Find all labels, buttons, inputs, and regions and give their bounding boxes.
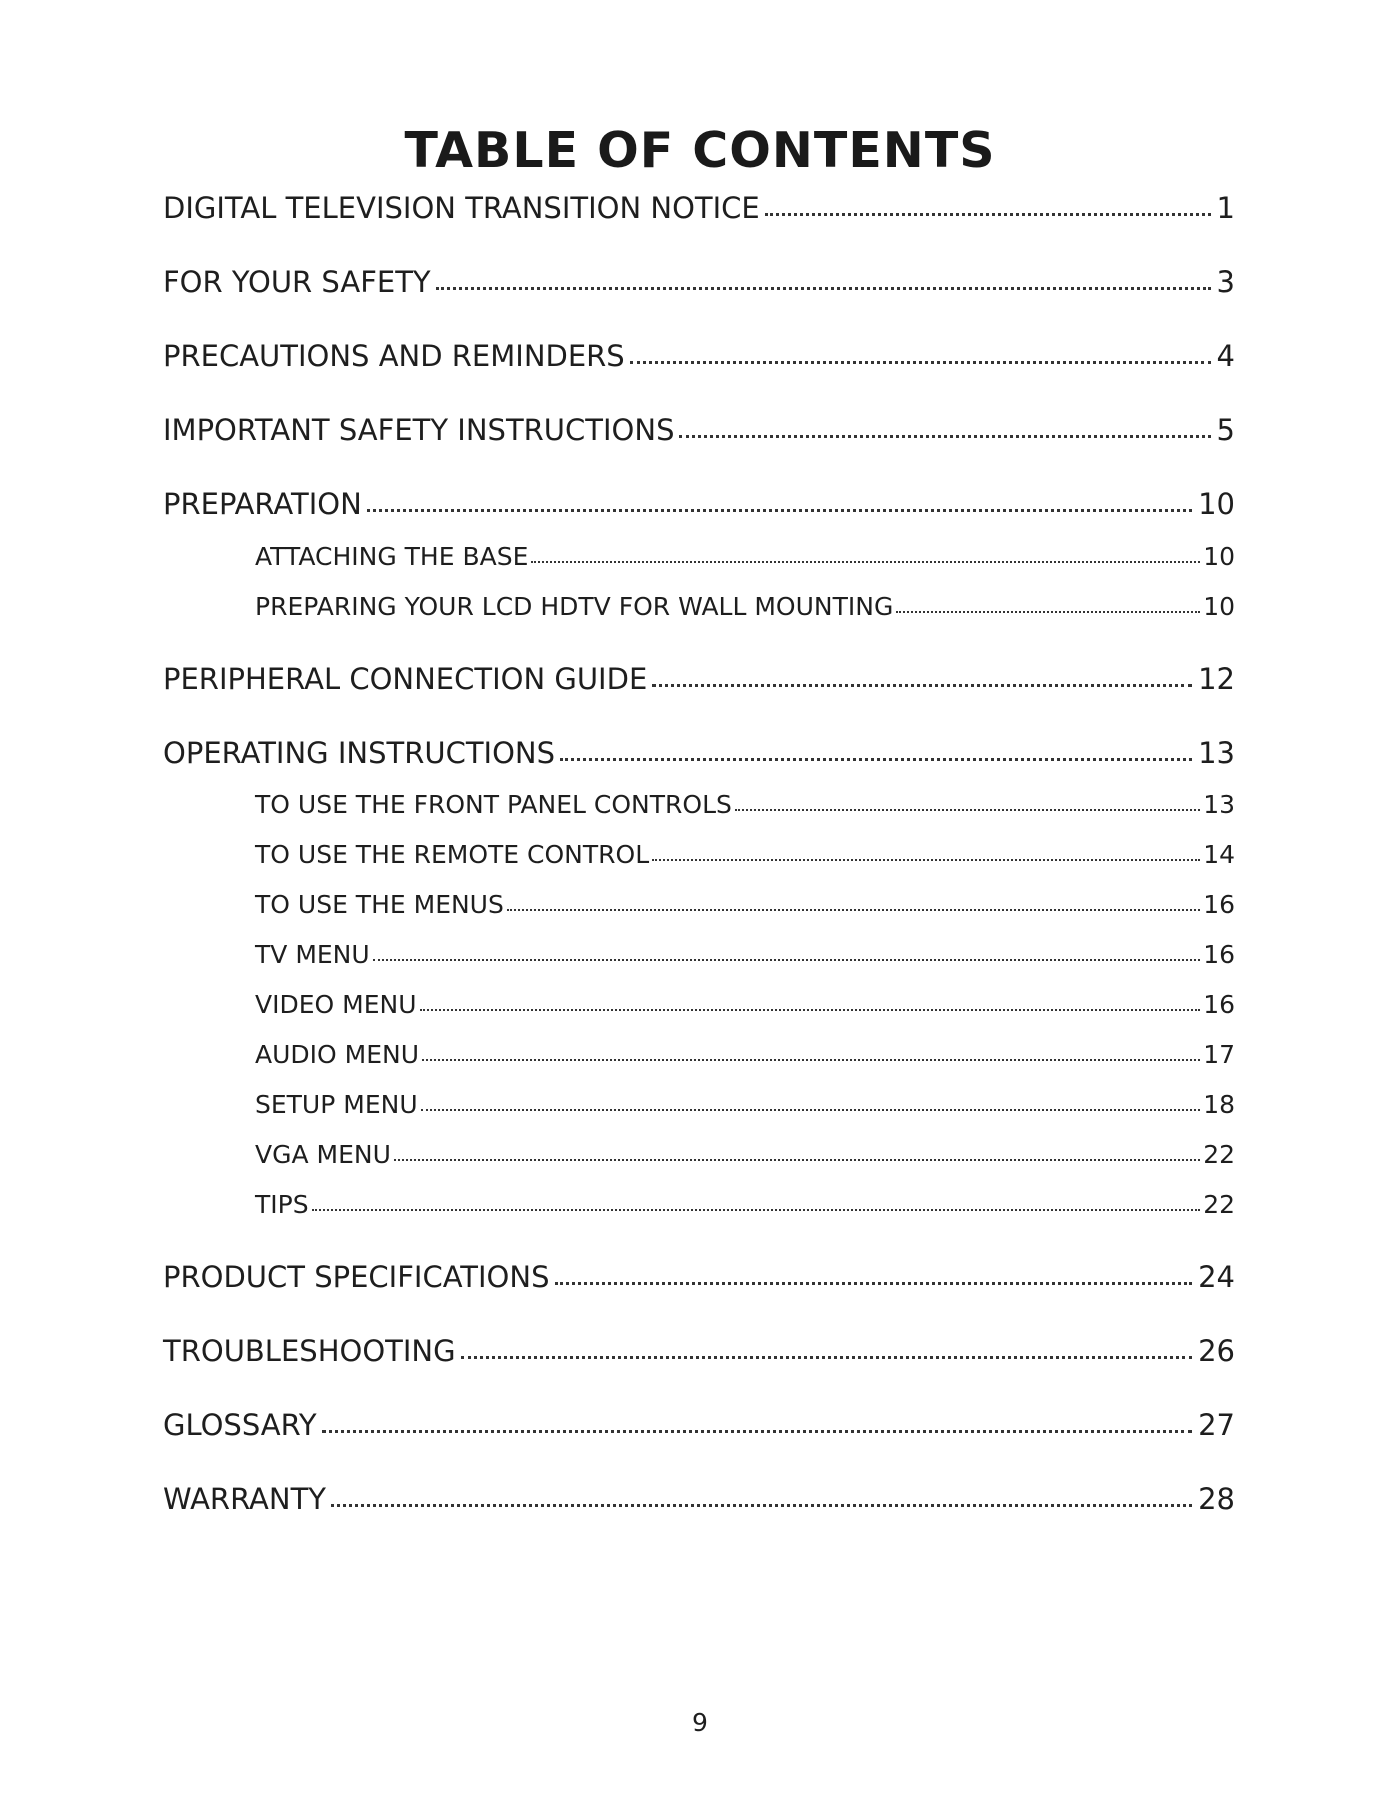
toc-entry-label: IMPORTANT SAFETY INSTRUCTIONS — [163, 413, 675, 447]
toc-entry-page: 17 — [1203, 1040, 1235, 1069]
toc-entry-page: 27 — [1198, 1408, 1235, 1442]
toc-entry-label: TO USE THE FRONT PANEL CONTROLS — [255, 790, 732, 819]
toc-entry-label: PREPARATION — [163, 487, 362, 521]
toc-entry-page: 13 — [1203, 790, 1235, 819]
toc-entry-label: PERIPHERAL CONNECTION GUIDE — [163, 662, 648, 696]
toc-entry-label: FOR YOUR SAFETY — [163, 265, 431, 299]
toc-entry-label: TIPS — [255, 1190, 309, 1219]
toc-entry[interactable] — [163, 487, 1235, 521]
toc-entry-page: 1 — [1216, 191, 1235, 225]
toc-entry-page: 28 — [1198, 1482, 1235, 1516]
toc-entry[interactable] — [163, 413, 1235, 447]
toc-entry-label: TROUBLESHOOTING — [163, 1334, 456, 1368]
toc-entry-label: TV MENU — [255, 940, 370, 969]
toc-entry-page: 16 — [1203, 940, 1235, 969]
leader-dots — [312, 1209, 1201, 1211]
leader-dots — [679, 435, 1210, 438]
toc-entry-page: 18 — [1203, 1090, 1235, 1119]
toc-subentry[interactable] — [255, 542, 1235, 571]
toc-entry[interactable] — [163, 339, 1235, 373]
toc-entry[interactable] — [163, 1482, 1235, 1516]
toc-entry-page: 10 — [1203, 592, 1235, 621]
page-title: TABLE OF CONTENTS — [404, 121, 996, 179]
toc-entry[interactable] — [163, 736, 1235, 770]
leader-dots — [735, 809, 1200, 811]
toc-entry-page: 14 — [1203, 840, 1235, 869]
leader-dots — [331, 1504, 1192, 1507]
toc-entry-page: 26 — [1198, 1334, 1235, 1368]
leader-dots — [555, 1282, 1193, 1285]
leader-dots — [394, 1159, 1200, 1161]
toc-entry-page: 16 — [1203, 890, 1235, 919]
toc-entry-label: SETUP MENU — [255, 1090, 418, 1119]
toc-subentry[interactable] — [255, 940, 1235, 969]
toc-entry-page: 22 — [1203, 1190, 1235, 1219]
toc-entry-page: 10 — [1198, 487, 1235, 521]
leader-dots — [896, 611, 1200, 613]
toc-entry-label: ATTACHING THE BASE — [255, 542, 529, 571]
leader-dots — [421, 1109, 1201, 1111]
leader-dots — [461, 1356, 1193, 1359]
toc-entry-page: 13 — [1198, 736, 1235, 770]
toc-entry-page: 5 — [1216, 413, 1235, 447]
toc-subentry[interactable] — [255, 840, 1235, 869]
toc-subentry[interactable] — [255, 1040, 1235, 1069]
leader-dots — [652, 684, 1192, 687]
page-number: 9 — [692, 1708, 708, 1737]
leader-dots — [560, 758, 1192, 761]
toc-entry[interactable] — [163, 1334, 1235, 1368]
toc-entry-page: 24 — [1198, 1260, 1235, 1294]
toc-subentry[interactable] — [255, 890, 1235, 919]
toc-entry[interactable] — [163, 265, 1235, 299]
leader-dots — [436, 287, 1211, 290]
toc-subentry[interactable] — [255, 1190, 1235, 1219]
toc-entry-label: AUDIO MENU — [255, 1040, 420, 1069]
toc-entry-page: 4 — [1216, 339, 1235, 373]
toc-subentry[interactable] — [255, 592, 1235, 621]
toc-entry[interactable] — [163, 1260, 1235, 1294]
toc-entry-label: VGA MENU — [255, 1140, 391, 1169]
toc-entry-label: DIGITAL TELEVISION TRANSITION NOTICE — [163, 191, 760, 225]
toc-entry-label: PRODUCT SPECIFICATIONS — [163, 1260, 550, 1294]
toc-entry-page: 16 — [1203, 990, 1235, 1019]
toc-entry-label: GLOSSARY — [163, 1408, 317, 1442]
toc-entry[interactable] — [163, 191, 1235, 225]
leader-dots — [367, 509, 1192, 512]
leader-dots — [420, 1009, 1201, 1011]
toc-entry-label: WARRANTY — [163, 1482, 327, 1516]
toc-entry-page: 10 — [1203, 542, 1235, 571]
toc-entry-label: OPERATING INSTRUCTIONS — [163, 736, 556, 770]
leader-dots — [422, 1059, 1200, 1061]
leader-dots — [652, 859, 1200, 861]
leader-dots — [507, 909, 1200, 911]
toc-entry[interactable] — [163, 662, 1235, 696]
toc-entry-label: VIDEO MENU — [255, 990, 417, 1019]
toc-entry[interactable] — [163, 1408, 1235, 1442]
toc-subentry[interactable] — [255, 990, 1235, 1019]
leader-dots — [765, 213, 1211, 216]
toc-entry-page: 12 — [1198, 662, 1235, 696]
toc-entry-label: TO USE THE REMOTE CONTROL — [255, 840, 650, 869]
toc-entry-label: TO USE THE MENUS — [255, 890, 504, 919]
leader-dots — [373, 959, 1201, 961]
toc-entry-page: 3 — [1216, 265, 1235, 299]
toc-subentry[interactable] — [255, 1090, 1235, 1119]
toc-subentry[interactable] — [255, 1140, 1235, 1169]
leader-dots — [531, 561, 1200, 563]
toc-subentry[interactable] — [255, 790, 1235, 819]
leader-dots — [322, 1430, 1192, 1433]
toc-entry-label: PREPARING YOUR LCD HDTV FOR WALL MOUNTING — [255, 592, 894, 621]
toc-entry-page: 22 — [1203, 1140, 1235, 1169]
leader-dots — [630, 361, 1211, 364]
toc-entry-label: PRECAUTIONS AND REMINDERS — [163, 339, 625, 373]
